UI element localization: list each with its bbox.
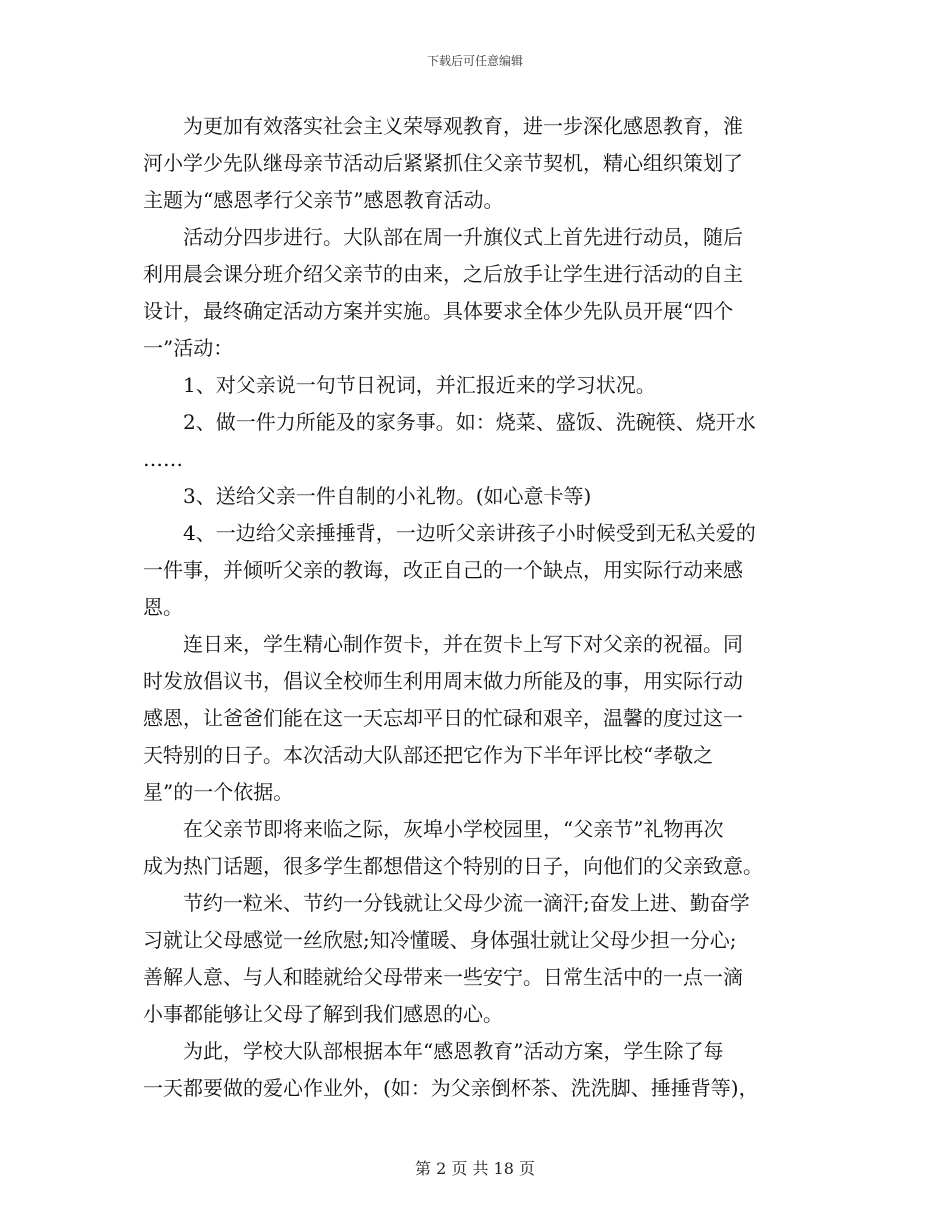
text-line: 星”的一个依据。 [143, 780, 294, 804]
text-line: 为此，学校大队部根据本年“感恩教育”活动方案，学生除了每 [143, 1039, 724, 1063]
text-line: 河小学少先队继母亲节活动后紧紧抓住父亲节契机，精心组织策划了 [143, 151, 743, 175]
text-line: 4、一边给父亲捶捶背，一边听父亲讲孩子小时候受到无私关爱的 [143, 521, 756, 545]
text-line: 3、送给父亲一件自制的小礼物。(如心意卡等) [143, 484, 592, 508]
text-line: 一天都要做的爱心作业外，(如：为父亲倒杯茶、洗洗脚、捶捶背等)， [143, 1076, 759, 1100]
text-line: 善解人意、与人和睦就给父母带来一些安宁。日常生活中的一点一滴 [143, 965, 743, 989]
document-body [143, 108, 811, 1107]
text-line: 设计，最终确定活动方案并实施。具体要求全体少先队员开展“四个 [143, 299, 734, 323]
text-line: 1、对父亲说一句节日祝词，并汇报近来的学习状况。 [143, 373, 656, 397]
text-line: 小事都能够让父母了解到我们感恩的心。 [143, 1002, 503, 1026]
text-line: 时发放倡议书，倡议全校师生利用周末做力所能及的事，用实际行动 [143, 669, 743, 693]
text-line: 在父亲节即将来临之际，灰埠小学校园里，“父亲节”礼物再次 [143, 817, 724, 841]
page-number-footer: 第 2 页 共 18 页 [415, 1159, 535, 1178]
text-line: 活动分四步进行。大队部在周一升旗仪式上首先进行动员，随后 [143, 225, 743, 249]
text-line: 主题为“感恩孝行父亲节”感恩教育活动。 [143, 188, 504, 212]
text-line: 节约一粒米、节约一分钱就让父母少流一滴汗;奋发上进、勤奋学 [143, 891, 750, 915]
text-line: 2、做一件力所能及的家务事。如：烧菜、盛饭、洗碗筷、烧开水 [143, 410, 756, 434]
text-line: …… [143, 447, 183, 471]
text-line: 连日来，学生精心制作贺卡，并在贺卡上写下对父亲的祝福。同 [143, 632, 743, 656]
text-line: 一”活动： [143, 336, 234, 360]
text-line: 成为热门话题，很多学生都想借这个特别的日子，向他们的父亲致意。 [143, 854, 763, 878]
text-line: 恩。 [143, 595, 183, 619]
text-line: 为更加有效落实社会主义荣辱观教育，进一步深化感恩教育，淮 [143, 114, 743, 138]
text-line: 一件事，并倾听父亲的教诲，改正自己的一个缺点，用实际行动来感 [143, 558, 743, 582]
text-line: 习就让父母感觉一丝欣慰;知冷懂暖、身体强壮就让父母少担一分心; [143, 928, 737, 952]
page-header-note: 下载后可任意编辑 [426, 54, 523, 68]
text-line: 感恩，让爸爸们能在这一天忘却平日的忙碌和艰辛，温馨的度过这一 [143, 706, 743, 730]
text-line: 利用晨会课分班介绍父亲节的由来，之后放手让学生进行活动的自主 [143, 262, 743, 286]
text-line: 天特别的日子。本次活动大队部还把它作为下半年评比校“孝敬之 [143, 743, 714, 767]
